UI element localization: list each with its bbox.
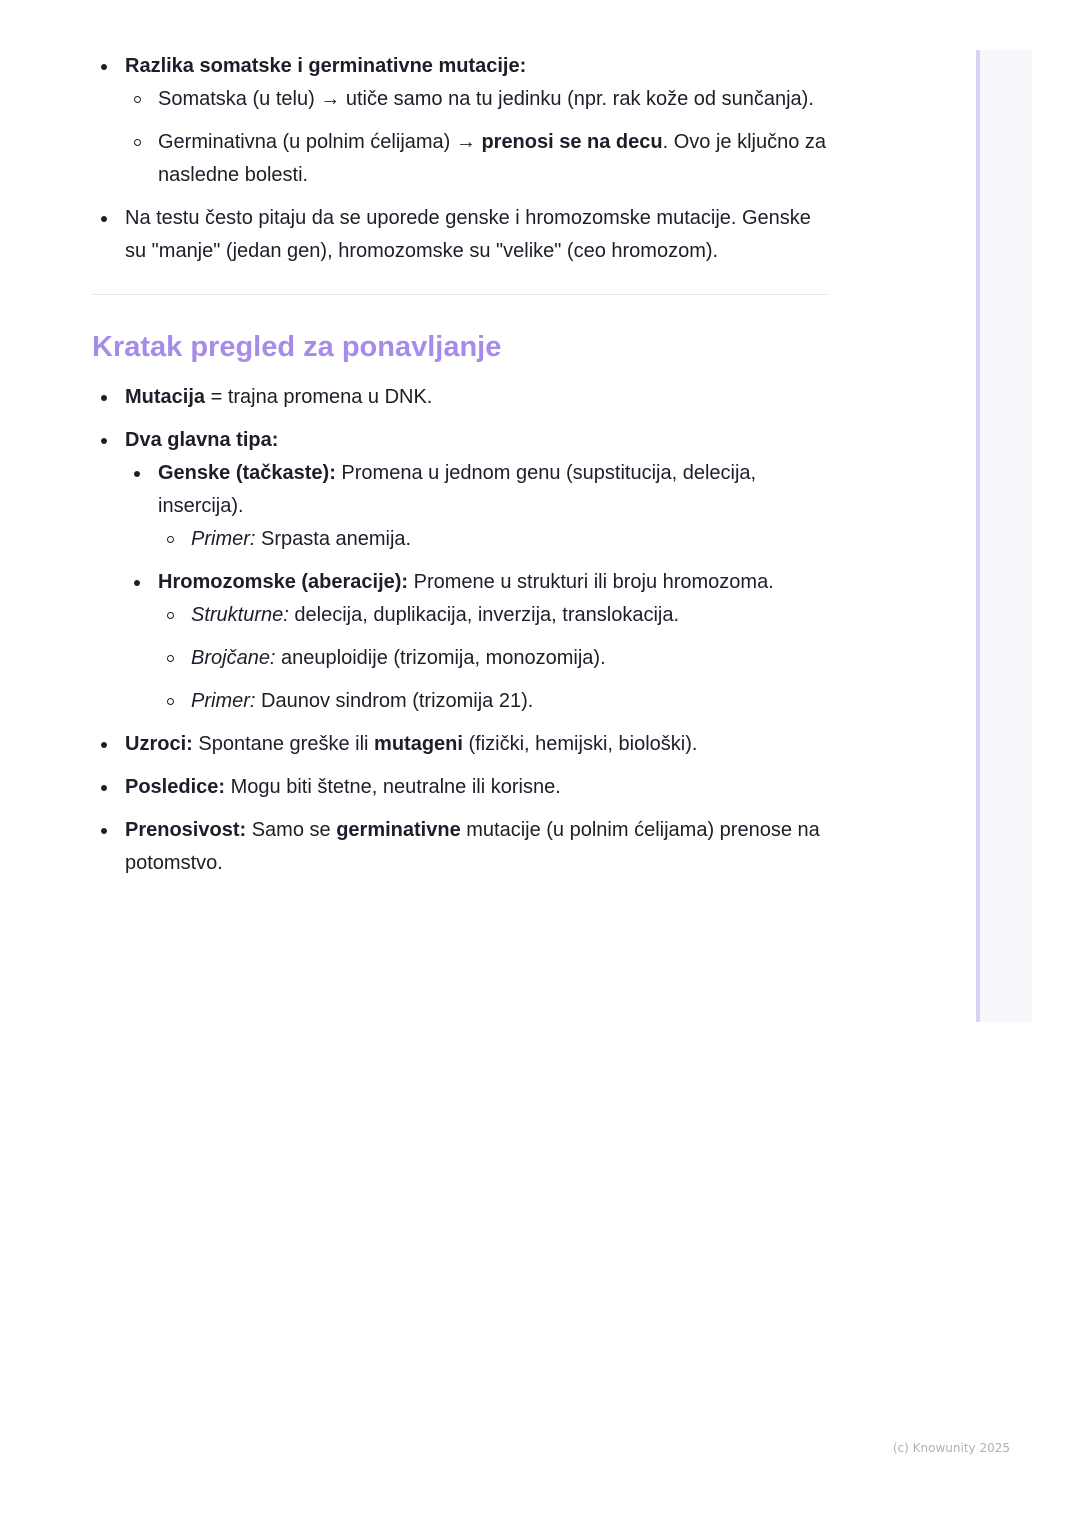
example-text: aneuploidije (trizomija, monozomija). [275,647,606,669]
side-panel [976,50,1032,1022]
list-item [92,381,832,414]
section-title: Kratak pregled za ponavljanje [92,331,502,363]
list-item-text: Somatska (u telu) → utiče samo na tu jedinku (npr. rak kože od sunčanja). [158,88,814,110]
list-item [158,599,832,632]
list-item [158,523,832,556]
definition: Samo se [246,819,337,841]
list-item [125,83,832,116]
term: Posledice: [125,776,226,798]
definition: Spontane greške ili [192,733,375,755]
term: Hromozomske (aberacije): [158,571,409,593]
emphasis: mutageni [374,733,463,755]
list-item [92,814,832,880]
list-item-text: . Ovo je ključno za nasledne bolesti. [158,131,827,186]
copyright-footer: (c) Knowunity 2025 [892,1441,1010,1455]
sub-sub-list [158,599,832,718]
list-item [92,424,832,718]
sub-list [125,83,832,192]
item-heading: Razlika somatske i germinativne mutacije: [125,55,527,77]
term: Genske (tačkaste): [158,462,336,484]
list-item [158,685,832,718]
sub-sub-list [158,523,832,556]
example-label: Strukturne: [191,604,289,626]
list-item [125,457,832,556]
term: Mutacija [125,386,206,408]
list-item [92,202,832,268]
example-label: Brojčane: [191,647,276,669]
list-item-text: Na testu često pitaju da se uporede genske i hromozomske mutacije. Genske su "manje" (jedan gen), hromozomske su "velike" (ceo hromozom). [125,207,811,262]
list-item [92,50,832,192]
example-label: Primer: [191,690,256,712]
example-text: delecija, duplikacija, inverzija, translokacija. [288,604,680,626]
term: Prenosivost: [125,819,247,841]
document-content [92,50,832,890]
summary-list [92,381,832,880]
divider [92,294,827,295]
list-item [92,771,832,804]
list-item-text: Germinativna (u polnim ćelijama) → [158,131,482,153]
definition: = trajna promena u DNK. [205,386,433,408]
definition: (fizički, hemijski, biološki). [462,733,698,755]
list-item [125,566,832,718]
example-text: Daunov sindrom (trizomija 21). [255,690,534,712]
list-item [158,642,832,675]
example-label: Primer: [191,528,256,550]
list-item [92,728,832,761]
definition: Promene u strukturi ili broju hromozoma. [408,571,774,593]
emphasis: prenosi se na decu [481,131,663,153]
definition: Promena u jednom genu (supstitucija, delecija, insercija). [158,462,757,517]
emphasis: germinativne [336,819,461,841]
term: Dva glavna tipa: [125,429,279,451]
sub-list [125,457,832,718]
term: Uzroci: [125,733,193,755]
section1-list [92,50,832,268]
list-item [125,126,832,192]
definition: mutacije (u polnim ćelijama) prenose na potomstvo. [125,819,820,874]
definition: Mogu biti štetne, neutralne ili korisne. [225,776,561,798]
example-text: Srpasta anemija. [255,528,412,550]
